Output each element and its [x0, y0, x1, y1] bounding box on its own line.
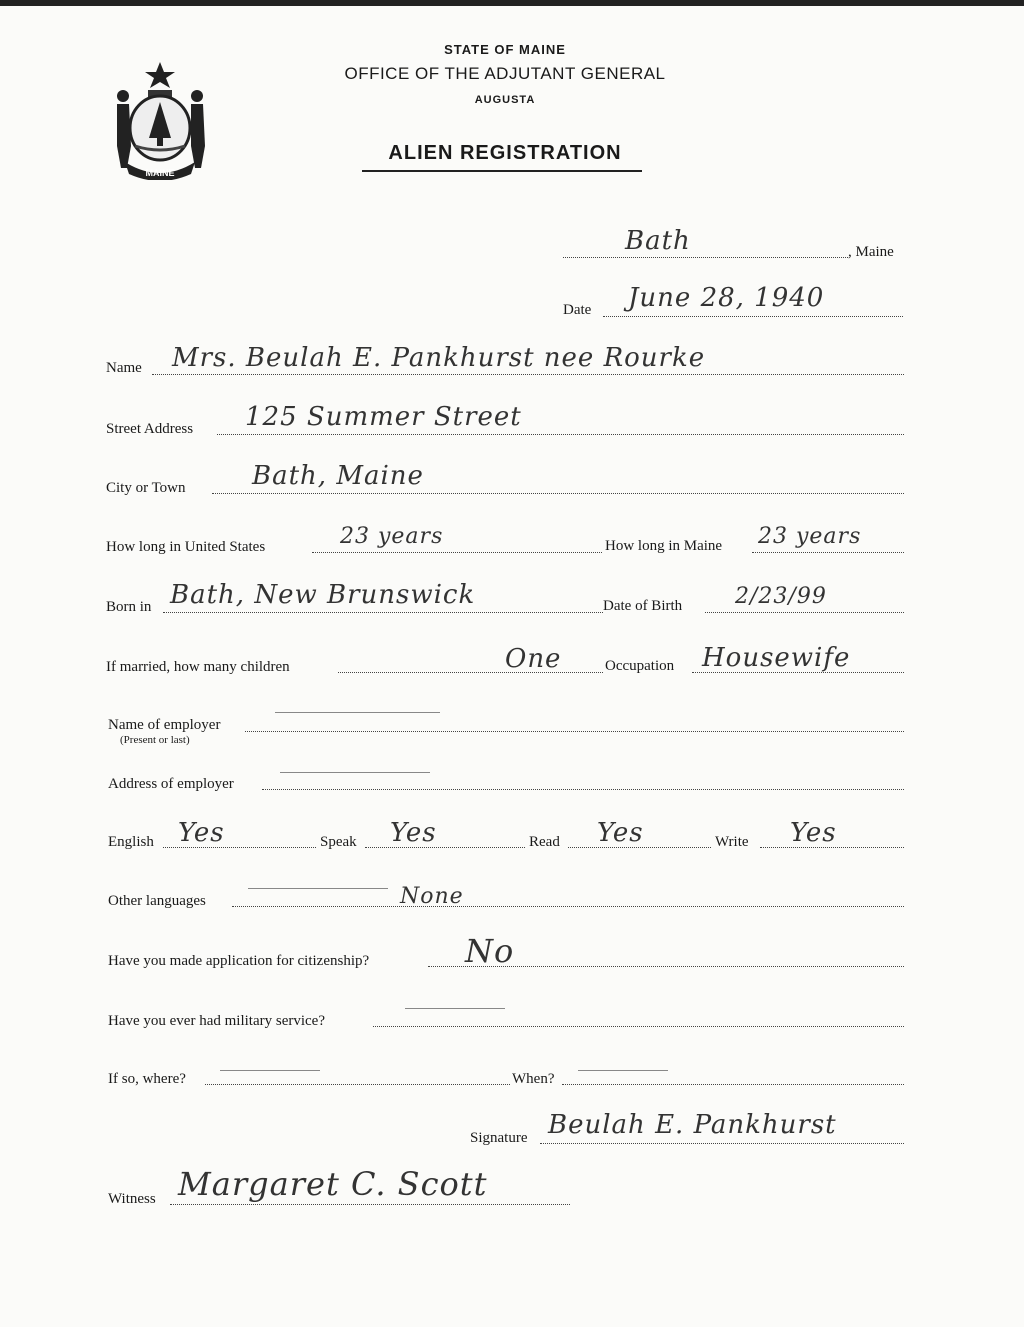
write-value: Yes: [790, 818, 837, 848]
citizenship-label: Have you made application for citizenship?: [108, 953, 370, 969]
children-label: If married, how many children: [106, 659, 290, 675]
scan-border: [0, 0, 1024, 6]
header-city: AUGUSTA: [474, 94, 536, 106]
city-line: [212, 493, 904, 494]
children-line: [338, 672, 603, 673]
other-languages-label: Other languages: [108, 893, 206, 909]
employer-line: [245, 731, 904, 732]
speak-line: [365, 847, 525, 848]
when-line: [562, 1084, 904, 1085]
english-value: Yes: [178, 818, 225, 848]
employer-sublabel: (Present or last): [120, 734, 190, 746]
maine-duration-label: How long in Maine: [605, 538, 723, 554]
military-label: Have you ever had military service?: [108, 1013, 325, 1029]
other-languages-value: None: [400, 884, 464, 909]
employer-address-line: [262, 789, 904, 790]
city-value: Bath, Maine: [252, 461, 424, 491]
employer-label: Name of employer: [108, 717, 221, 733]
born-line: [163, 612, 603, 613]
title-underline: [362, 170, 642, 172]
place-value: Bath: [625, 226, 691, 256]
maine-state-seal-icon: [105, 58, 215, 180]
read-value: Yes: [597, 818, 644, 848]
place-line: [563, 257, 848, 258]
born-label: Born in: [106, 599, 152, 615]
city-label: City or Town: [106, 480, 186, 496]
occupation-label: Occupation: [605, 658, 675, 674]
other-languages-dash-mark: [248, 888, 388, 889]
header-office: OFFICE OF THE ADJUTANT GENERAL: [344, 64, 666, 83]
header-state: STATE OF MAINE: [444, 42, 566, 57]
name-label: Name: [106, 360, 142, 376]
where-label: If so, where?: [108, 1071, 186, 1087]
speak-value: Yes: [390, 818, 437, 848]
us-duration-value: 23 years: [340, 524, 444, 549]
english-label: English: [108, 834, 154, 850]
name-value: Mrs. Beulah E. Pankhurst nee Rourke: [172, 343, 706, 373]
seal-banner-text: MAINE: [145, 168, 175, 178]
children-value: One: [505, 644, 562, 674]
street-value: 125 Summer Street: [245, 402, 522, 432]
witness-line: [170, 1204, 570, 1205]
where-line: [205, 1084, 510, 1085]
street-line: [217, 434, 904, 435]
write-label: Write: [715, 834, 749, 850]
signature-line: [540, 1143, 904, 1144]
us-duration-label: How long in United States: [106, 539, 266, 555]
military-line: [373, 1026, 904, 1027]
form-title: ALIEN REGISTRATION: [388, 142, 622, 164]
witness-value: Margaret C. Scott: [178, 1165, 488, 1203]
place-suffix: , Maine: [848, 244, 894, 260]
where-dash-mark: [220, 1070, 320, 1071]
employer-dash-mark: [275, 712, 440, 713]
dob-line: [705, 612, 904, 613]
employer-address-label: Address of employer: [108, 776, 234, 792]
date-line: [603, 316, 903, 317]
citizenship-value: No: [465, 932, 515, 970]
signature-label: Signature: [470, 1130, 528, 1146]
name-line: [152, 374, 904, 375]
born-value: Bath, New Brunswick: [170, 580, 476, 610]
military-dash-mark: [405, 1008, 505, 1009]
when-dash-mark: [578, 1070, 668, 1071]
date-label: Date: [563, 302, 592, 318]
us-duration-line: [312, 552, 602, 553]
employer-address-dash-mark: [280, 772, 430, 773]
dob-value: 2/23/99: [735, 584, 827, 609]
street-label: Street Address: [106, 421, 194, 437]
dob-label: Date of Birth: [603, 598, 683, 614]
date-value: June 28, 1940: [628, 283, 825, 313]
witness-label: Witness: [108, 1191, 156, 1207]
when-label: When?: [512, 1071, 555, 1087]
other-languages-line: [232, 906, 904, 907]
maine-duration-line: [752, 552, 904, 553]
maine-duration-value: 23 years: [758, 524, 862, 549]
occupation-value: Housewife: [702, 643, 851, 673]
speak-label: Speak: [320, 834, 357, 850]
signature-value: Beulah E. Pankhurst: [548, 1110, 837, 1140]
read-label: Read: [529, 834, 560, 850]
